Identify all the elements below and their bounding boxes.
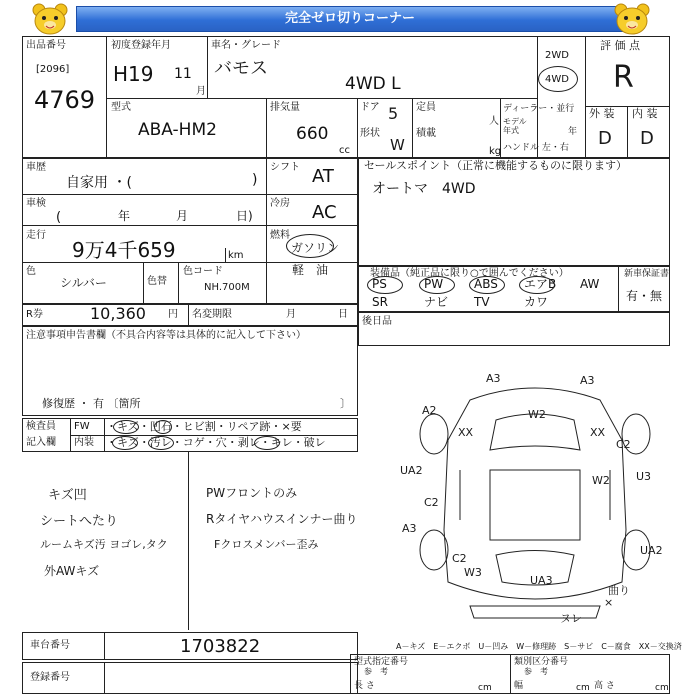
price-row: [22, 304, 358, 326]
displacement-value: 660: [296, 124, 329, 144]
expiry-month: 月: [286, 309, 296, 320]
handle-label: ハンドル 左・右: [503, 143, 569, 153]
shape-value: W: [390, 136, 405, 154]
mascot-bear-icon: [30, 2, 70, 36]
equipment-label: 装備品（純正品に限り○で囲んでください）: [370, 268, 569, 279]
rear-label: 後日品: [362, 316, 392, 327]
diagram-mark: UA2: [400, 464, 423, 477]
note-6: Rタイヤハウスインナー曲り: [206, 512, 358, 526]
price-unit: 円: [168, 309, 178, 320]
history-label: 車歴: [26, 162, 46, 173]
color-code-value: NH.700M: [204, 282, 250, 293]
note-1: キズ凹: [48, 488, 87, 503]
equipment-item: カワ: [524, 295, 549, 309]
equipment-item: ナビ: [424, 295, 449, 309]
reg-label: 登録番号: [30, 672, 70, 683]
diagram-mark: A2: [422, 404, 437, 417]
inspector-row1: ・キズ・凹石・ヒビ割・リペア跡・×要: [106, 420, 302, 433]
shift-value: AT: [312, 166, 334, 187]
diagram-mark: UA2: [640, 544, 663, 557]
note-2: シートへたり: [40, 514, 119, 529]
footer-model: 型式指定番号: [354, 657, 409, 667]
expiry-label: 名変期限: [192, 309, 232, 320]
fuel-diesel: 軽 油: [292, 263, 329, 277]
note-5: PWフロントのみ: [206, 486, 298, 500]
lot-sub: [2096]: [36, 64, 70, 75]
inspector-label1: 検査員: [26, 421, 56, 432]
car-grade: 4WD L: [345, 74, 401, 94]
diagram-mark: A3: [486, 372, 501, 385]
capacity-label: 定員: [416, 102, 436, 113]
capacity-unit: 人: [489, 116, 499, 127]
year-label: 年式: [503, 126, 519, 135]
mascot-bear-icon: [612, 2, 652, 36]
color-label: 色: [26, 266, 36, 277]
shape-label: 形状: [360, 128, 380, 139]
color-value: シルバー: [60, 276, 107, 290]
reg-row: [22, 662, 358, 694]
diagram-mark: 曲り: [608, 584, 630, 597]
model-year-label: モデル: [503, 117, 527, 126]
diagram-mark: C2: [452, 552, 467, 565]
doors-label: ドア: [360, 102, 380, 113]
diagram-mark: C2: [424, 496, 439, 509]
inspector-fw: FW: [74, 421, 90, 432]
fuel-label: 燃料: [270, 230, 290, 241]
fuel-gasoline: ガソリン: [291, 241, 340, 255]
footer-class: 類別区分番号: [514, 657, 569, 667]
color-code-label: 色コード: [183, 266, 223, 277]
notes-label: 注意事項申告書欄（不具合内容等は具体的に記入して下さい）: [26, 330, 306, 341]
equipment-circle: [367, 276, 403, 294]
diagram-mark: W3: [464, 566, 482, 579]
lot-label: 出品番号: [26, 40, 66, 51]
lot-number: 4769: [34, 86, 96, 114]
warranty-label: 新車保証書: [624, 269, 670, 279]
rating-value: R: [613, 60, 634, 95]
diagram-mark: ヌレ: [560, 612, 582, 625]
loading-unit: kg: [489, 146, 502, 157]
footer-cm3: cm: [655, 683, 669, 693]
footer-height: 高 さ: [594, 681, 615, 691]
exterior-value: D: [598, 128, 612, 149]
first-reg-era: H19: [113, 62, 154, 86]
equipment-circle: [419, 276, 455, 294]
year-unit: 年: [568, 127, 578, 137]
model-label: 型式: [111, 102, 131, 113]
doors-value: 5: [388, 104, 399, 123]
sales-point-value: オートマ 4WD: [372, 181, 476, 197]
dealer-label: ディーラー・並行: [503, 104, 575, 114]
footer-ref: 参 考: [364, 667, 388, 676]
history-value: 自家用 ・(: [66, 175, 132, 191]
note-7: Fクロスメンバー歪み: [214, 538, 319, 551]
equipment-circle: [469, 276, 505, 294]
exterior-label: 外 装: [589, 107, 615, 120]
equipment-circle: [519, 276, 555, 294]
diagram-mark: XX: [458, 426, 474, 439]
first-reg-label: 初度登録年月: [111, 40, 171, 51]
diagram-mark: U3: [636, 470, 652, 483]
inspection-year: 年: [118, 209, 131, 223]
first-reg-month: 11: [174, 66, 192, 82]
equipment-item: エアB: [524, 277, 557, 291]
displacement-unit: cc: [339, 145, 350, 156]
warranty-value: 有・無: [626, 289, 663, 303]
inspector-interior: 内装: [74, 437, 94, 448]
loading-label: 積載: [416, 128, 436, 139]
footer-ref2: 参 考: [524, 667, 548, 676]
note-3: ルームキズ汚 ヨゴレ,タク: [40, 538, 168, 551]
diagram-mark: A3: [580, 374, 595, 387]
diagram-mark: ×: [604, 596, 614, 609]
equipment-item: ABS: [474, 277, 498, 291]
displacement-label: 排気量: [270, 102, 300, 113]
mileage-value: 9万4千659: [72, 238, 176, 262]
repair-history: 修復歴 ・ 有 〔箇所: [42, 397, 141, 410]
history-close: ): [252, 172, 258, 188]
equipment-item: TV: [474, 295, 490, 309]
legend: A－キズ E－エクボ U－凹み W－修理跡 S－サビ C－腐食 XX－交換済: [396, 642, 682, 651]
car-name: バモス: [214, 58, 268, 79]
interior-value: D: [640, 128, 654, 149]
footer-cm2: cm: [576, 683, 590, 693]
drive-2wd: 2WD: [545, 50, 569, 61]
model-value: ABA-HM2: [138, 120, 217, 140]
car-label: 車名・グレード: [211, 40, 281, 51]
price-value: 10,360: [90, 304, 146, 323]
expiry-day: 日: [338, 309, 348, 320]
shift-label: シフト: [270, 162, 300, 173]
ac-label: 冷房: [270, 198, 290, 209]
rear-box: [358, 312, 670, 346]
diagram-mark: W2: [592, 474, 610, 487]
rating-label: 評 価 点: [600, 39, 640, 52]
sales-point-box: [358, 158, 670, 266]
inspection-day: 日): [236, 209, 253, 223]
corner-banner: 完全ゼロ切りコーナー: [76, 6, 624, 32]
chassis-value: 1703822: [180, 636, 261, 657]
repair-close: 〕: [340, 397, 351, 410]
chassis-label: 車台番号: [30, 640, 70, 651]
mileage-unit: km: [228, 250, 244, 261]
mileage-label: 走行: [26, 230, 46, 241]
ac-value: AC: [312, 202, 337, 223]
first-reg-unit: 月: [196, 86, 206, 97]
inspection-open: (: [56, 210, 62, 225]
equipment-item: PW: [424, 277, 444, 291]
diagram-mark: C2: [616, 438, 631, 451]
equipment-item: PS: [372, 277, 387, 291]
inspection-label: 車検: [26, 198, 46, 209]
sales-point-label: セールスポイント（正常に機能するものに限ります）: [364, 159, 628, 172]
footer-width: 幅: [514, 681, 524, 691]
interior-label: 内 装: [632, 107, 658, 120]
top-block: [22, 36, 670, 158]
diagram-mark: XX: [590, 426, 606, 439]
inspector-label2: 記入欄: [26, 437, 56, 448]
equipment-item: AW: [580, 277, 600, 291]
diagram-mark: UA3: [530, 574, 553, 587]
diagram-mark: A3: [402, 522, 417, 535]
inspection-month: 月: [176, 209, 189, 223]
color-change-label: 色替: [147, 276, 167, 287]
footer-cm1: cm: [478, 683, 492, 693]
price-label: R券: [26, 309, 43, 320]
inspector-row2: ・キズ・汚レ・コゲ・穴・剥レ・キレ・破レ: [106, 436, 326, 449]
footer-length: 長 さ: [354, 681, 375, 691]
drive-4wd: 4WD: [545, 74, 569, 85]
note-4: 外AWキズ: [44, 564, 100, 578]
diagram-mark: W2: [528, 408, 546, 421]
equipment-item: SR: [372, 295, 388, 309]
